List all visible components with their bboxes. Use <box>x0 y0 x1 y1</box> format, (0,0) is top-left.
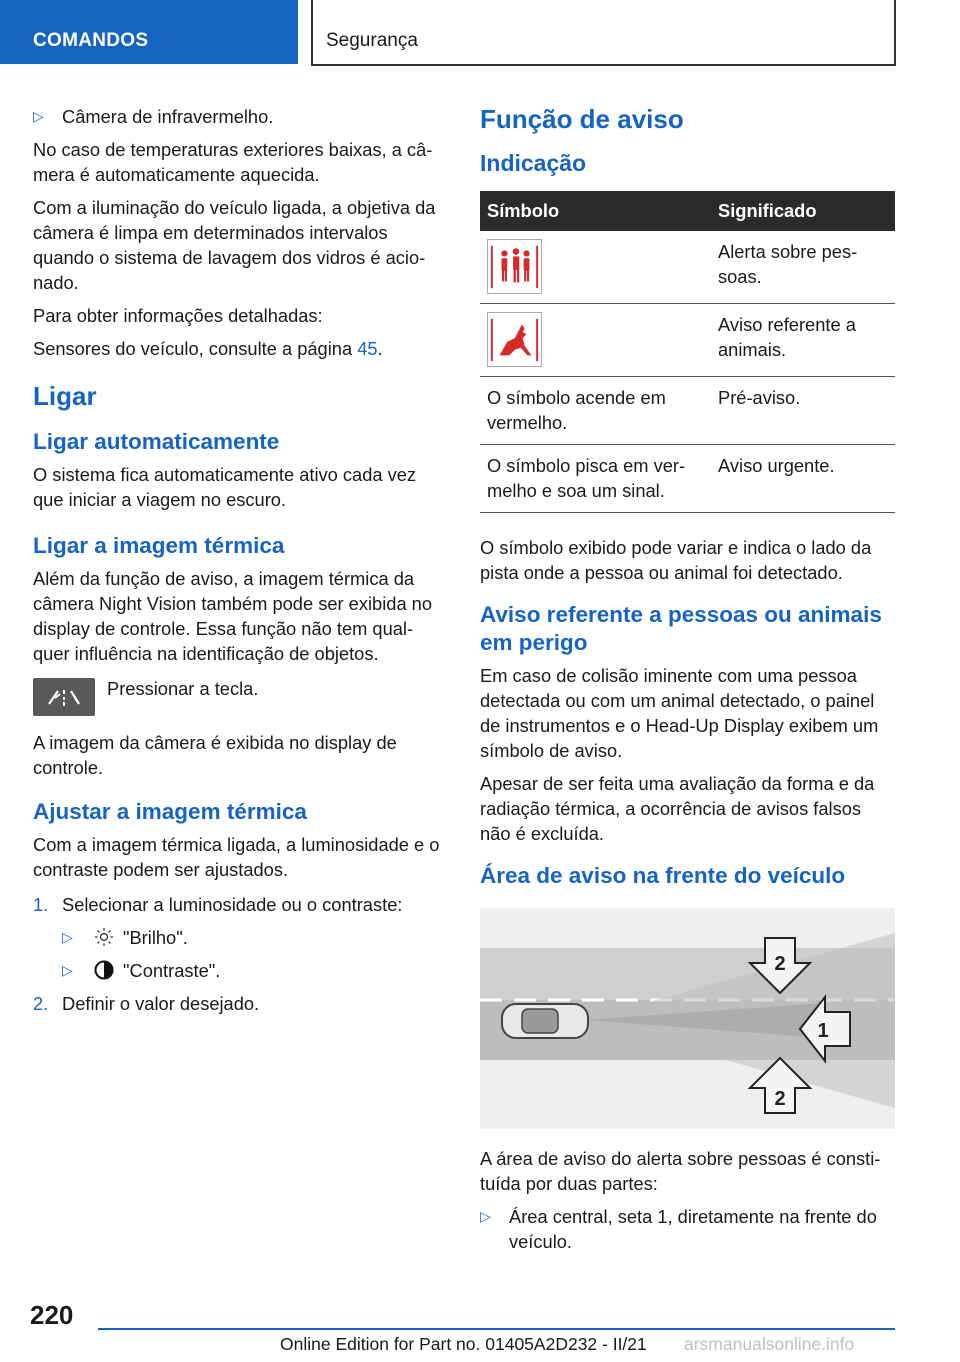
heading-indication: Indicação <box>480 150 587 176</box>
list-item: ▷ "Contraste". <box>62 960 221 981</box>
page-link[interactable]: 45 <box>357 338 378 359</box>
symbol-table <box>480 191 895 513</box>
table-cell: Aviso referente a animais. <box>711 304 895 377</box>
heading-thermal: Ligar a imagem térmica <box>33 533 285 558</box>
table-row <box>480 231 895 304</box>
section-title: Segurança <box>326 30 418 51</box>
table-cell: Aviso urgente. <box>711 445 895 513</box>
table-row <box>480 304 895 377</box>
heading-auto: Ligar automaticamente <box>33 429 280 454</box>
paragraph: Com a iluminação do veículo ligada, a objetiva da câmera é limpa em determinados intervalos quando o sistema de lavagem dos vidros é acio-nado. <box>33 197 436 293</box>
table-header-meaning: Significado <box>711 191 895 231</box>
list-item: ▷ "Brilho". <box>62 927 188 948</box>
animal-warning-icon <box>487 312 542 367</box>
warning-area-diagram <box>480 908 895 1129</box>
paragraph: Com a imagem térmica ligada, a luminosidade e o contraste podem ser ajustados. <box>33 834 440 880</box>
edition-text: Online Edition for Part no. 01405A2D232 - II/21 <box>280 1334 647 1354</box>
list-item: ▷ Câmera de infravermelho. <box>33 106 274 127</box>
svg-text:2: 2 <box>774 1088 786 1110</box>
paragraph: No caso de temperaturas exteriores baixas, a câ-mera é automaticamente aquecida. <box>33 139 433 185</box>
heading-ligar: Ligar <box>33 381 97 411</box>
list-item: 1. Selecionar a luminosidade ou o contraste: <box>33 894 403 915</box>
bullet-triangle-icon: ▷ <box>33 108 44 124</box>
svg-text:2: 2 <box>774 953 786 975</box>
brightness-icon <box>93 926 115 948</box>
section-tab <box>311 0 896 66</box>
paragraph: Em caso de colisão iminente com uma pessoa detectada ou com um animal detectado, o painel de instrumentos e o Head-Up Display exibem um símbolo de aviso. <box>480 665 879 761</box>
paragraph: Para obter informações detalhadas: <box>33 305 323 326</box>
paragraph: Sensores do veículo, consulte a página 45. <box>33 338 383 359</box>
key-text: Pressionar a tecla. <box>107 678 259 699</box>
paragraph: O símbolo exibido pode variar e indica o lado da pista onde a pessoa ou animal foi detectado. <box>480 537 872 583</box>
heading-danger: Aviso referente a pessoas ou animais em perigo <box>480 602 882 655</box>
table-row <box>480 377 895 445</box>
heading-warning: Função de aviso <box>480 104 684 134</box>
paragraph: A área de aviso do alerta sobre pessoas é consti-tuída por duas partes: <box>480 1148 881 1194</box>
car-icon <box>502 1004 588 1038</box>
night-vision-key-icon <box>33 678 95 716</box>
right-column <box>480 104 895 1262</box>
heading-area: Área de aviso na frente do veículo <box>480 863 846 888</box>
list-item: 2. Definir o valor desejado. <box>33 993 260 1014</box>
list-item: ▷ Área central, seta 1, diretamente na frente do veículo. <box>480 1206 877 1252</box>
paragraph: Além da função de aviso, a imagem térmica da câmera Night Vision também pode ser exibida no display de controle. Essa função não tem qual-quer influência na identificação de objetos. <box>33 568 433 664</box>
chapter-tab <box>0 0 298 64</box>
table-cell: Alerta sobre pes-soas. <box>711 231 895 304</box>
key-instruction <box>33 678 449 716</box>
bullet-triangle-icon: ▷ <box>480 1208 491 1224</box>
paragraph: O sistema fica automaticamente ativo cada vez que iniciar a viagem no escuro. <box>33 464 417 510</box>
page-number: 220 <box>30 1300 74 1330</box>
pedestrian-warning-icon <box>487 239 542 294</box>
table-cell: O símbolo acende em vermelho. <box>480 377 711 445</box>
heading-adjust: Ajustar a imagem térmica <box>33 799 307 824</box>
paragraph: A imagem da câmera é exibida no display de controle. <box>33 732 397 778</box>
table-cell: Pré-aviso. <box>711 377 895 445</box>
bullet-triangle-icon: ▷ <box>62 929 73 945</box>
footer-divider <box>98 1328 895 1330</box>
watermark: arsmanualsonline.info <box>684 1334 855 1354</box>
contrast-icon <box>93 959 115 981</box>
bullet-triangle-icon: ▷ <box>62 962 73 978</box>
table-row <box>480 445 895 513</box>
chapter-title: COMANDOS <box>33 30 149 51</box>
svg-text:1: 1 <box>817 1020 829 1042</box>
table-header-symbol: Símbolo <box>480 191 711 231</box>
left-column <box>33 104 449 1024</box>
paragraph: Apesar de ser feita uma avaliação da forma e da radiação térmica, a ocorrência de avisos falsos não é excluída. <box>480 773 875 844</box>
table-cell: O símbolo pisca em ver-melho e soa um sinal. <box>480 445 711 513</box>
